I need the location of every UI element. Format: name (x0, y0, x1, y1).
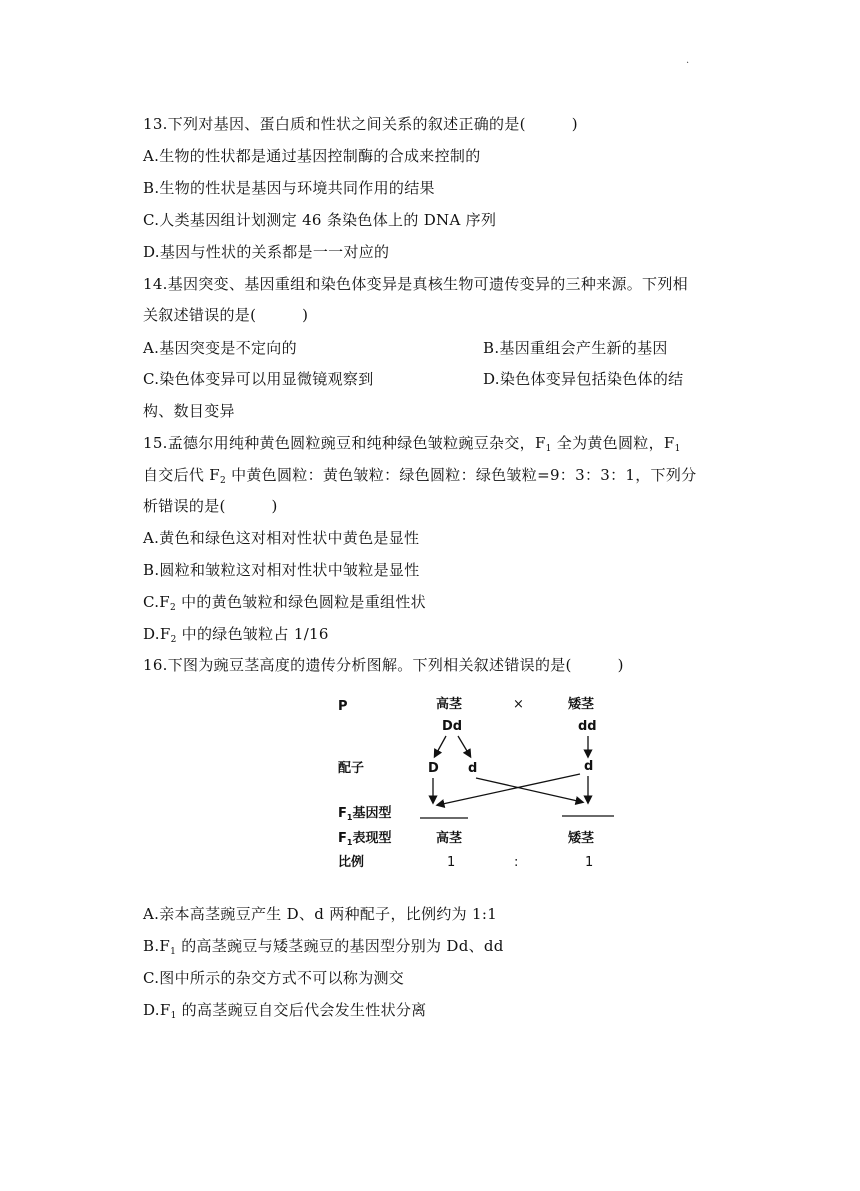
q14-stem-line2: 关叙述错误的是( ) (143, 306, 309, 324)
page-mark: · (686, 58, 690, 69)
genetics-diagram-svg (336, 690, 617, 872)
ratio-right: 1 (585, 855, 594, 870)
f1-short: 矮茎 (568, 831, 595, 846)
gamete-D: D (428, 761, 439, 776)
q13-option-c: C.人类基因组计划测定 46 条染色体上的 DNA 序列 (143, 211, 497, 229)
f1-tall: 高茎 (436, 831, 463, 846)
q14-option-b: B.基因重组会产生新的基因 (483, 339, 668, 357)
q16-option-b: $B.F_1$ 的高茎豌豆与矮茎豌豆的基因型分别为 Dd、dd (143, 937, 504, 957)
q16-option-d: $D.F_1$ 的高茎豌豆自交后代会发生性状分离 (143, 1001, 427, 1021)
q15-stem-line1: 15.孟德尔用纯种黄色圆粒豌豆和纯种绿色皱粒豌豆杂交，$F_1$ 全为黄色圆粒，$F_1$ (143, 434, 681, 454)
q13-option-a: A.生物的性状都是通过基因控制酶的合成来控制的 (143, 147, 481, 165)
arrow-dd-to-d (458, 736, 470, 756)
q14-option-c: C.染色体变异可以用显微镜观察到 (143, 370, 374, 388)
cross-symbol: × (513, 697, 524, 712)
q15-option-c: $C.F_2$ 中的黄色皱粒和绿色圆粒是重组性状 (143, 593, 426, 613)
arrow-dd-to-D (435, 736, 446, 756)
q13-option-b: B.生物的性状是基因与环境共同作用的结果 (143, 179, 435, 197)
ratio-colon: : (514, 855, 519, 870)
q13-stem: 13.下列对基因、蛋白质和性状之间关系的叙述正确的是( ) (143, 115, 578, 133)
q15-stem-line3: 析错误的是( ) (143, 497, 278, 515)
arrow-d-right-to-left (438, 774, 580, 805)
q16-stem: 16.下图为豌豆茎高度的遗传分析图解。下列相关叙述错误的是( ) (143, 656, 624, 674)
q15-option-a: A.黄色和绿色这对相对性状中黄色是显性 (143, 529, 420, 547)
gamete-d-left: d (468, 761, 478, 776)
row-label-f1-genotype: $F_1$基因型 (338, 806, 392, 822)
gamete-d-right: d (584, 759, 594, 774)
arrow-d-left-to-right (476, 778, 582, 802)
q14-stem-line1: 14.基因突变、基因重组和染色体变异是真核生物可遗传变异的三种来源。下列相 (143, 275, 688, 293)
q16-option-a: A.亲本高茎豌豆产生 D、d 两种配子，比例约为 1:1 (143, 905, 498, 923)
q14-option-a: A.基因突变是不定向的 (143, 339, 297, 357)
q14-option-d: D.染色体变异包括染色体的结 (483, 370, 684, 388)
q14-option-d-cont: 构、数目变异 (143, 402, 235, 420)
parent-tall-genotype: Dd (442, 719, 463, 734)
ratio-left: 1 (447, 855, 456, 870)
q15-stem-line2: 自交后代 $F_2$ 中黄色圆粒：黄色皱粒：绿色圆粒：绿色皱粒=9：3：3：1，下列分 (143, 466, 697, 486)
parent-short-genotype: dd (578, 719, 597, 734)
genetics-diagram (336, 690, 617, 872)
q15-option-b: B.圆粒和皱粒这对相对性状中皱粒是显性 (143, 561, 420, 579)
row-label-p: P (338, 699, 348, 714)
parent-tall-label: 高茎 (436, 697, 463, 712)
q16-option-c: C.图中所示的杂交方式不可以称为测交 (143, 969, 405, 987)
parent-short-label: 矮茎 (568, 697, 595, 712)
row-label-gamete: 配子 (338, 761, 365, 776)
q15-option-d: $D.F_2$ 中的绿色皱粒占 1/16 (143, 625, 329, 645)
row-label-ratio: 比例 (338, 855, 365, 870)
row-label-f1-phenotype: $F_1$表现型 (338, 831, 392, 847)
q13-option-d: D.基因与性状的关系都是一一对应的 (143, 243, 390, 261)
